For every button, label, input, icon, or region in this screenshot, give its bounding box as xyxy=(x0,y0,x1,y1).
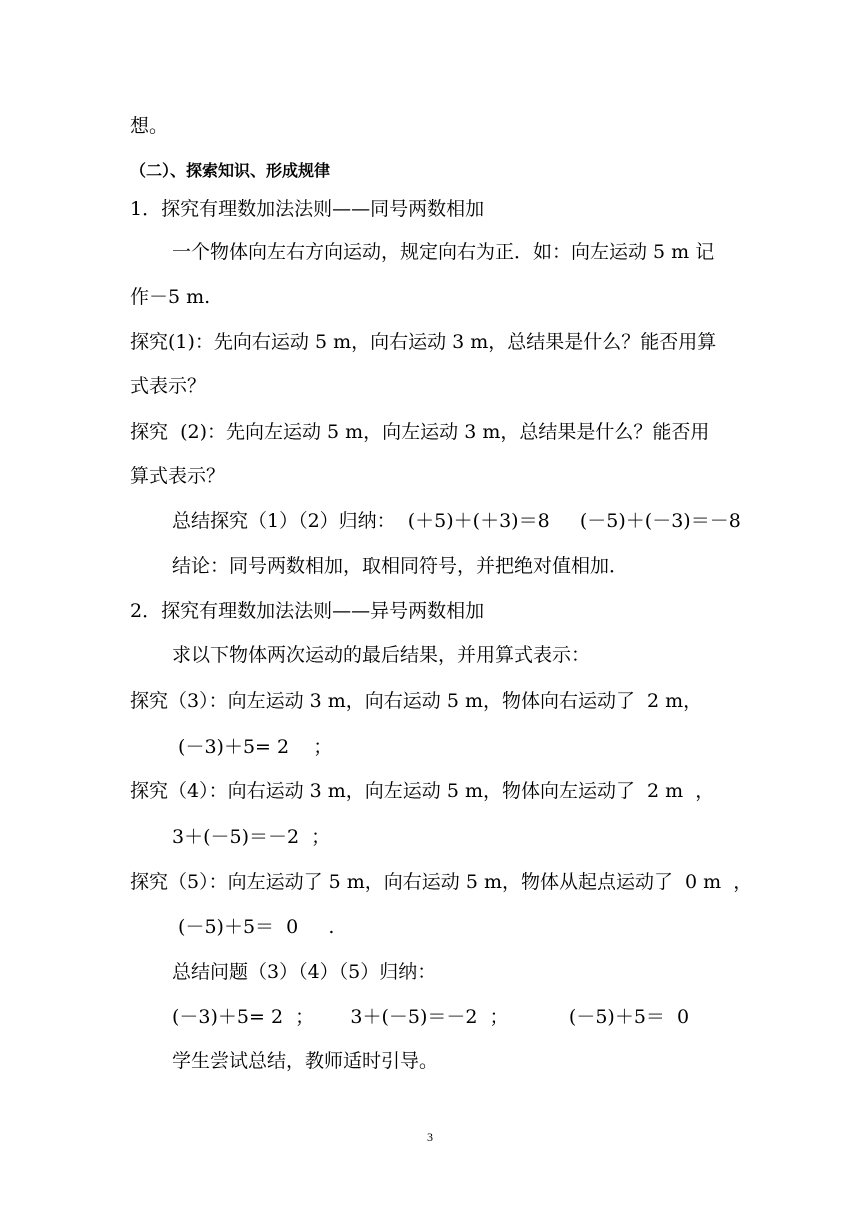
text-line-4: 作－5 m. xyxy=(130,286,211,308)
text-line-20: (－3)＋5= 2 ； 3＋(－5)＝－2 ； (－5)＋5＝ 0 xyxy=(172,1006,690,1028)
text-line-3: 一个物体向左右方向运动，规定向右为正．如：向左运动 5 m 记 xyxy=(172,241,715,263)
section-heading: （二）、探索知识、形成规律 xyxy=(130,161,331,180)
text-line-14: (－3)＋5= 2 ； xyxy=(172,736,333,758)
text-line-7: 探究 (2)：先向左运动 5 m，向左运动 3 m，总结果是什么？能否用 xyxy=(130,421,710,443)
text-line-8: 算式表示？ xyxy=(130,465,226,487)
text-line-0: 想。 xyxy=(130,115,169,137)
text-line-17: 探究（5）：向左运动了 5 m，向右运动 5 m，物体从起点运动了 0 m ， xyxy=(130,871,753,893)
text-line-9: 总结探究（1）（2）归纳： (＋5)＋(＋3)＝8 (－5)＋(－3)＝－8 xyxy=(172,510,741,532)
text-line-16: 3＋(－5)＝－2 ； xyxy=(172,826,331,848)
text-line-6: 式表示？ xyxy=(130,375,207,397)
text-line-2: 1．探究有理数加法法则——同号两数相加 xyxy=(130,198,485,220)
text-line-21: 学生尝试总结，教师适时引导。 xyxy=(172,1050,439,1072)
text-line-12: 求以下物体两次运动的最后结果，并用算式表示： xyxy=(172,644,591,666)
text-line-10: 结论：同号两数相加，取相同符号，并把绝对值相加． xyxy=(172,555,629,577)
page-number: 3 xyxy=(427,1130,433,1144)
text-line-11: 2．探究有理数加法法则——异号两数相加 xyxy=(130,600,485,622)
text-line-19: 总结问题（3）（4）（5）归纳： xyxy=(172,961,437,983)
text-line-15: 探究（4）：向右运动 3 m，向左运动 5 m，物体向左运动了 2 m ， xyxy=(130,780,715,802)
text-line-13: 探究（3）：向左运动 3 m，向右运动 5 m，物体向右运动了 2 m， xyxy=(130,690,703,712)
text-line-5: 探究(1)：先向右运动 5 m，向右运动 3 m，总结果是什么？能否用算 xyxy=(130,331,717,353)
text-line-18: (－5)＋5＝ 0 . xyxy=(172,916,335,938)
